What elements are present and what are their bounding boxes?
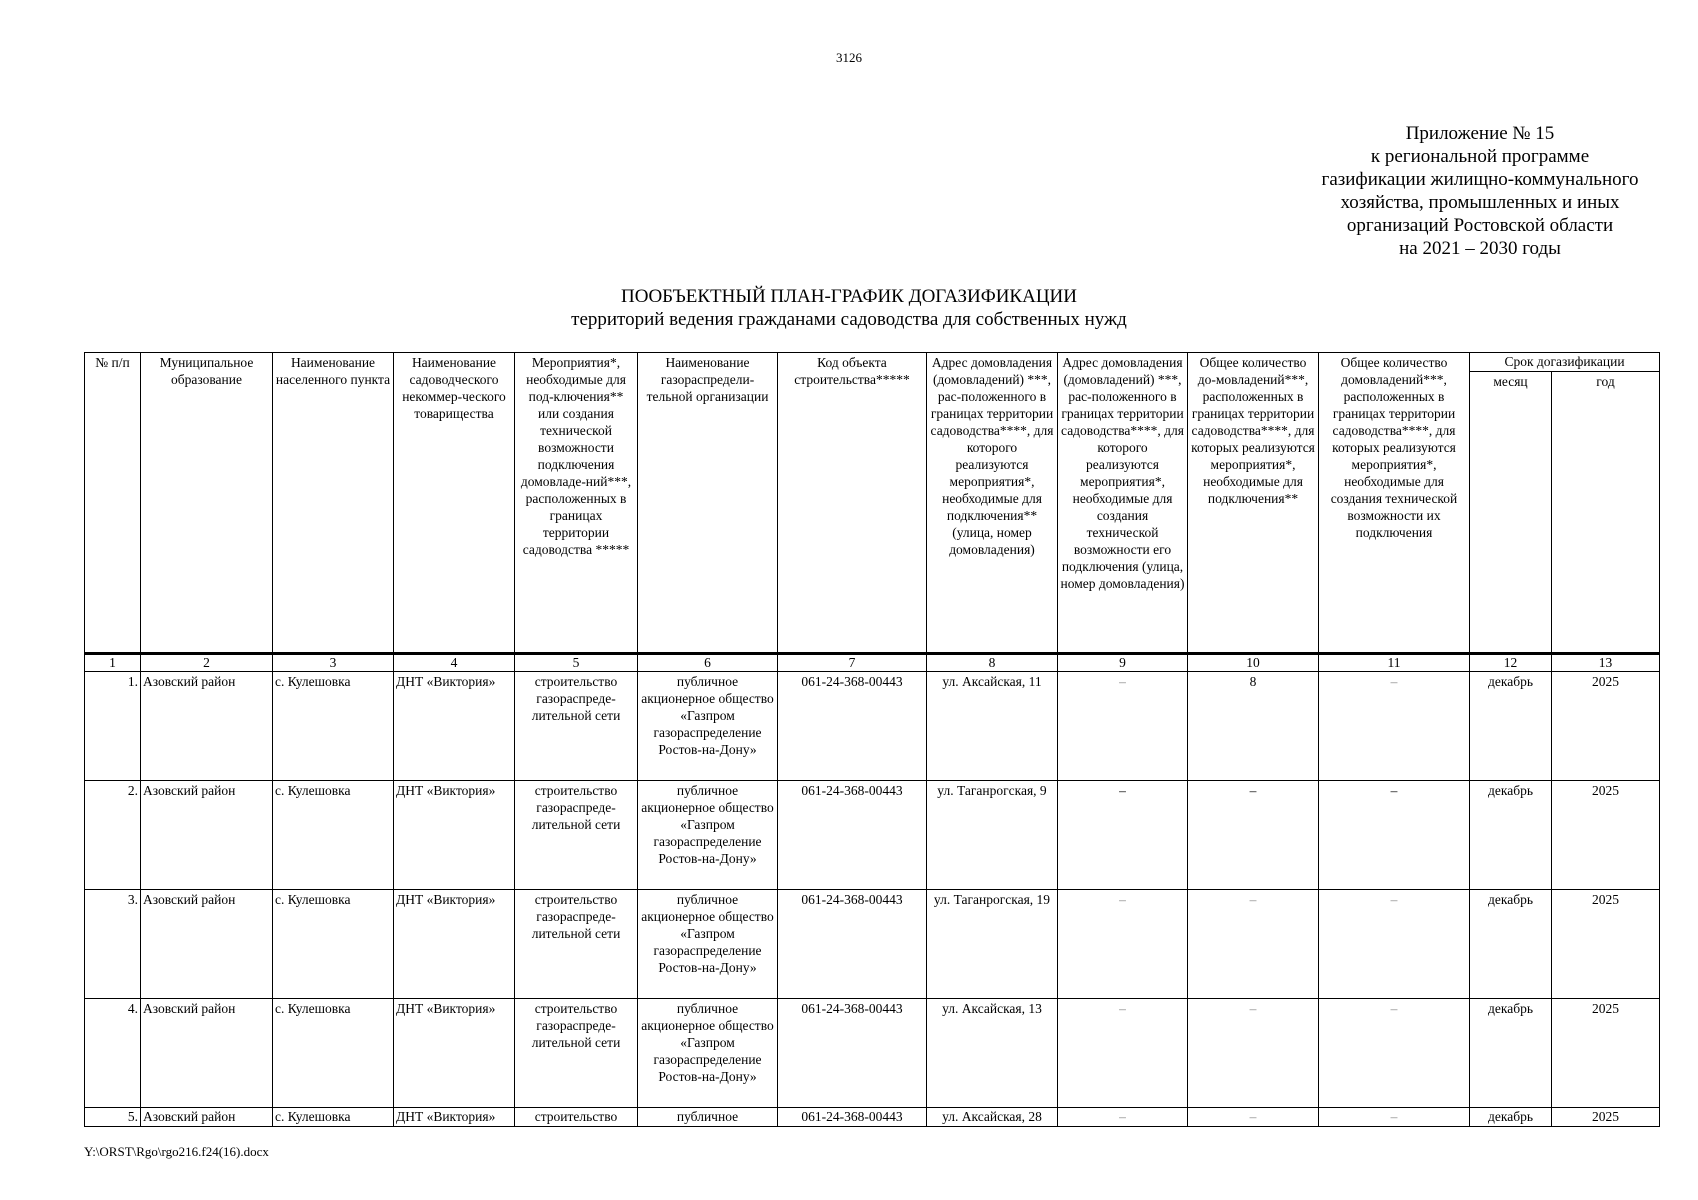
- cell-num: 2.: [85, 781, 141, 890]
- header-snt: Наименование садоводческого некоммер-ческого товарищества: [394, 353, 515, 654]
- cell-settlement: с. Кулешовка: [273, 890, 394, 999]
- cell-code: 061-24-368-00443: [778, 999, 927, 1108]
- cell-addr-connect: ул. Таганрогская, 19: [927, 890, 1058, 999]
- cell-year: 2025: [1552, 890, 1660, 999]
- column-number: 9: [1058, 654, 1188, 672]
- cell-addr-tech: –: [1058, 672, 1188, 781]
- cell-count-tech: –: [1319, 890, 1470, 999]
- column-number: 4: [394, 654, 515, 672]
- file-path-footer: Y:\ORST\Rgo\rgo216.f24(16).docx: [84, 1144, 269, 1159]
- column-number: 7: [778, 654, 927, 672]
- header-gdo: Наименование газораспредели-тельной организации: [638, 353, 778, 654]
- appendix-line: организаций Ростовской области: [1346, 215, 1614, 236]
- column-number: 13: [1552, 654, 1660, 672]
- column-number: 12: [1470, 654, 1552, 672]
- appendix-block: [1270, 122, 1690, 260]
- cell-num: 1.: [85, 672, 141, 781]
- document-title-block: [0, 285, 1698, 331]
- header-month: месяц: [1470, 372, 1552, 654]
- cell-settlement: с. Кулешовка: [273, 999, 394, 1108]
- column-number: 5: [515, 654, 638, 672]
- cell-code: 061-24-368-00443: [778, 890, 927, 999]
- cell-code: 061-24-368-00443: [778, 781, 927, 890]
- cell-measure: строительство газораспреде-лительной сети: [515, 890, 638, 999]
- appendix-line: к региональной программе: [1370, 146, 1590, 167]
- cell-year: 2025: [1552, 672, 1660, 781]
- page-number: 3126: [836, 50, 862, 65]
- cell-addr-tech: –: [1058, 1108, 1188, 1127]
- header-municipality: Муниципальное образование: [141, 353, 273, 654]
- document-subtitle: территорий ведения гражданами садоводства для собственных нужд: [571, 309, 1127, 330]
- header-year: год: [1552, 372, 1660, 654]
- cell-year: 2025: [1552, 781, 1660, 890]
- header-count-connect: Общее количество до-мовладений***, расположенных в границах территории садоводства****, для которых реализуются мероприятия*, необходимые для подключения**: [1188, 353, 1319, 654]
- cell-month: декабрь: [1470, 890, 1552, 999]
- table-row: [85, 781, 1660, 890]
- cell-settlement: с. Кулешовка: [273, 1108, 394, 1127]
- header-addr-tech: Адрес домовладения (домовладений) ***, рас-положенного в границах территории садоводства****, для которого реализуются мероприятия*, необходимые для создания технической возможности его подключения (улица, номер домовладения): [1058, 353, 1188, 654]
- cell-addr-tech: –: [1058, 890, 1188, 999]
- header-count-tech: Общее количество домовладений***, расположенных в границах территории садоводства****, для которых реализуются мероприятия*, необходимые для создания технической возможности их подключения: [1319, 353, 1470, 654]
- cell-snt: ДНТ «Виктория»: [394, 672, 515, 781]
- header-deadline: Срок догазификации: [1470, 353, 1660, 372]
- cell-num: 5.: [85, 1108, 141, 1127]
- column-number: 8: [927, 654, 1058, 672]
- header-addr-connect: Адрес домовладения (домовладений) ***, рас-положенного в границах территории садоводства****, для которого реализуются мероприятия*, необходимые для подключения** (улица, номер домовладения): [927, 353, 1058, 654]
- table-row: [85, 1108, 1660, 1127]
- cell-municipality: Азовский район: [141, 999, 273, 1108]
- cell-count-tech: –: [1319, 1108, 1470, 1127]
- table-row: [85, 672, 1660, 781]
- cell-code: 061-24-368-00443: [778, 1108, 927, 1127]
- header-num: № п/п: [85, 353, 141, 654]
- cell-municipality: Азовский район: [141, 1108, 273, 1127]
- cell-addr-connect: ул. Аксайская, 28: [927, 1108, 1058, 1127]
- cell-count-connect: –: [1188, 999, 1319, 1108]
- cell-municipality: Азовский район: [141, 781, 273, 890]
- cell-gdo: публичное акционерное общество «Газпром газораспределение Ростов-на-Дону»: [638, 781, 778, 890]
- document-title: ПООБЪЕКТНЫЙ ПЛАН-ГРАФИК ДОГАЗИФИКАЦИИ: [621, 286, 1077, 307]
- cell-settlement: с. Кулешовка: [273, 672, 394, 781]
- table-row: [85, 890, 1660, 999]
- header-row: [85, 353, 1660, 372]
- cell-code: 061-24-368-00443: [778, 672, 927, 781]
- table-row: [85, 999, 1660, 1108]
- column-number-row: [85, 654, 1660, 672]
- cell-gdo: публичное: [638, 1108, 778, 1127]
- column-number: 11: [1319, 654, 1470, 672]
- cell-count-connect: –: [1188, 1108, 1319, 1127]
- cell-addr-tech: –: [1058, 999, 1188, 1108]
- column-number: 1: [85, 654, 141, 672]
- header-measure: Мероприятия*, необходимые для под-ключения** или создания технической возможности подключения домовладе-ний***, расположенных в границах территории садоводства *****: [515, 353, 638, 654]
- cell-count-tech: –: [1319, 781, 1470, 890]
- cell-gdo: публичное акционерное общество «Газпром газораспределение Ростов-на-Дону»: [638, 999, 778, 1108]
- cell-count-connect: 8: [1188, 672, 1319, 781]
- cell-count-tech: –: [1319, 672, 1470, 781]
- header-settlement: Наименование населенного пункта: [273, 353, 394, 654]
- cell-addr-tech: –: [1058, 781, 1188, 890]
- cell-month: декабрь: [1470, 1108, 1552, 1127]
- cell-settlement: с. Кулешовка: [273, 781, 394, 890]
- cell-gdo: публичное акционерное общество «Газпром газораспределение Ростов-на-Дону»: [638, 672, 778, 781]
- header-code: Код объекта строительства*****: [778, 353, 927, 654]
- column-number: 10: [1188, 654, 1319, 672]
- cell-addr-connect: ул. Аксайская, 13: [927, 999, 1058, 1108]
- cell-measure: строительство газораспреде-лительной сети: [515, 781, 638, 890]
- cell-measure: строительство газораспреде-лительной сети: [515, 999, 638, 1108]
- appendix-line: на 2021 – 2030 годы: [1399, 238, 1561, 259]
- cell-num: 4.: [85, 999, 141, 1108]
- cell-num: 3.: [85, 890, 141, 999]
- cell-year: 2025: [1552, 999, 1660, 1108]
- appendix-line: Приложение № 15: [1405, 123, 1555, 144]
- cell-count-connect: –: [1188, 890, 1319, 999]
- cell-measure: строительство: [515, 1108, 638, 1127]
- cell-month: декабрь: [1470, 781, 1552, 890]
- cell-measure: строительство газораспреде-лительной сети: [515, 672, 638, 781]
- cell-snt: ДНТ «Виктория»: [394, 999, 515, 1108]
- cell-month: декабрь: [1470, 672, 1552, 781]
- cell-year: 2025: [1552, 1108, 1660, 1127]
- cell-addr-connect: ул. Таганрогская, 9: [927, 781, 1058, 890]
- cell-municipality: Азовский район: [141, 672, 273, 781]
- cell-snt: ДНТ «Виктория»: [394, 781, 515, 890]
- column-number: 6: [638, 654, 778, 672]
- cell-snt: ДНТ «Виктория»: [394, 1108, 515, 1127]
- appendix-line: газификации жилищно-коммунального: [1321, 169, 1639, 190]
- cell-count-connect: –: [1188, 781, 1319, 890]
- column-number: 3: [273, 654, 394, 672]
- plan-table: [84, 352, 1660, 1127]
- cell-month: декабрь: [1470, 999, 1552, 1108]
- column-number: 2: [141, 654, 273, 672]
- appendix-line: хозяйства, промышленных и иных: [1340, 192, 1620, 213]
- cell-count-tech: –: [1319, 999, 1470, 1108]
- cell-gdo: публичное акционерное общество «Газпром газораспределение Ростов-на-Дону»: [638, 890, 778, 999]
- cell-addr-connect: ул. Аксайская, 11: [927, 672, 1058, 781]
- cell-municipality: Азовский район: [141, 890, 273, 999]
- cell-snt: ДНТ «Виктория»: [394, 890, 515, 999]
